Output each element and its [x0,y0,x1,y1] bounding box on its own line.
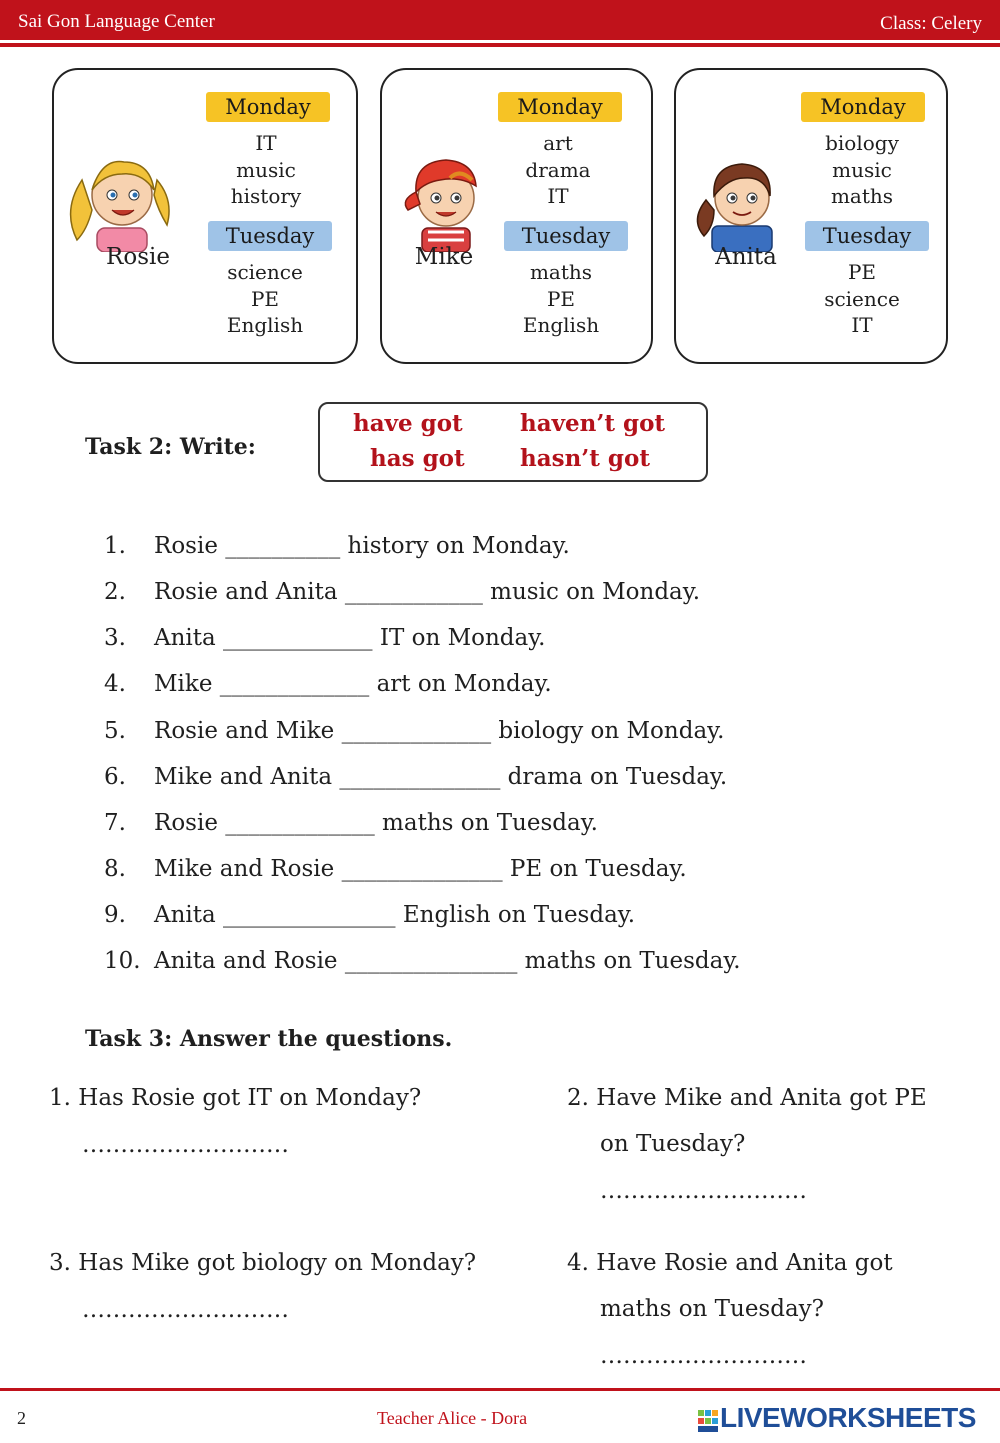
monday-label: Monday [206,92,330,122]
answer-field[interactable]: ……………………… [82,1132,289,1158]
tuesday-label: Tuesday [208,221,332,251]
item-number: 6. [104,764,126,790]
monday-subjects [782,130,942,210]
item-text: Mike and Anita ______________ drama on Tuesday. [154,764,728,790]
word-bank-item: have got [353,410,463,437]
teacher-name: Teacher Alice - Dora [377,1408,528,1428]
subject: art [543,131,573,155]
exercise-item[interactable] [104,533,570,559]
subject: maths [529,260,593,284]
subject: PE [250,286,280,311]
word-bank-item: has got [370,445,465,472]
exercise-item[interactable] [104,810,598,836]
page-header [0,0,1000,40]
item-number: 10. [104,948,141,974]
subject: biology [825,131,899,155]
answer-field[interactable]: ……………………… [82,1297,289,1323]
question-text-cont: on Tuesday? [600,1131,746,1157]
page-number: 2 [17,1408,26,1428]
task2-title: Task 2: Write: [85,434,256,460]
center-name: Sai Gon Language Center [18,11,215,32]
question-text: 1. Has Rosie got IT on Monday? [49,1085,422,1111]
monday-label: Monday [801,92,925,122]
subject: history [230,184,302,208]
subject: IT [255,131,277,155]
tuesday-subjects [481,259,641,339]
subject: IT [547,184,569,208]
schedule-card-rosie [52,68,358,364]
answer-field[interactable]: ……………………… [600,1343,807,1369]
item-number: 1. [104,533,126,559]
subject: science [227,260,303,284]
subject: PE [546,286,576,311]
word-bank-item: hasn’t got [520,445,650,472]
tuesday-subjects [185,259,345,339]
tuesday-label: Tuesday [805,221,929,251]
item-number: 2. [104,579,126,605]
exercise-item[interactable] [104,671,552,697]
exercise-item[interactable] [104,579,700,605]
item-number: 3. [104,625,126,651]
class-label: Class: Celery [880,13,982,34]
item-text: Rosie __________ history on Monday. [154,533,570,559]
item-number: 5. [104,718,126,744]
liveworksheets-brand[interactable]: LIVEWORKSHEETS [720,1402,976,1433]
exercise-item[interactable] [104,856,687,882]
item-text: Mike _____________ art on Monday. [154,671,552,697]
task3-title: Task 3: Answer the questions. [85,1026,453,1052]
subject: science [824,286,900,311]
tuesday-subjects [782,259,942,339]
question-text: 2. Have Mike and Anita got PE [567,1085,927,1111]
liveworksheets-logo-icon [698,1410,718,1432]
answer-field[interactable]: ……………………… [600,1178,807,1204]
item-text: Rosie and Mike _____________ biology on Monday. [154,718,725,744]
item-text: Anita and Rosie _______________ maths on Tuesday. [154,948,741,974]
word-bank-item: haven’t got [520,410,666,437]
header-rule [0,43,1000,47]
tuesday-label: Tuesday [504,221,628,251]
item-number: 7. [104,810,126,836]
item-text: Anita _______________ English on Tuesday. [154,902,636,928]
item-text: Anita _____________ IT on Monday. [154,625,546,651]
subject: maths [830,184,894,208]
item-number: 9. [104,902,126,928]
item-number: 8. [104,856,126,882]
subject: music [832,157,892,182]
word-bank [318,402,708,482]
character-name: Anita [715,244,777,270]
question-text: 4. Have Rosie and Anita got [567,1250,893,1276]
exercise-item[interactable] [104,902,635,928]
subject: PE [847,260,877,284]
question-text-cont: maths on Tuesday? [600,1296,824,1322]
question-text: 3. Has Mike got biology on Monday? [49,1250,477,1276]
exercise-item[interactable] [104,764,727,790]
subject: music [236,157,296,182]
exercise-item[interactable] [104,718,724,744]
anita-avatar [684,140,796,252]
monday-subjects [186,130,346,210]
item-text: Rosie _____________ maths on Tuesday. [154,810,598,836]
subject: drama [525,157,591,182]
monday-label: Monday [498,92,622,122]
footer-rule [0,1388,1000,1391]
subject: English [226,313,304,337]
schedule-card-mike [380,68,653,364]
item-text: Rosie and Anita ____________ music on Monday. [154,579,701,605]
item-number: 4. [104,671,126,697]
rosie-avatar [62,140,174,252]
character-name: Mike [414,244,474,270]
monday-subjects [478,130,638,210]
exercise-item[interactable] [104,625,545,651]
exercise-item[interactable] [104,948,741,974]
subject: IT [851,313,873,337]
item-text: Mike and Rosie ______________ PE on Tuesday. [154,856,687,882]
subject: English [522,313,600,337]
schedule-card-anita [674,68,948,364]
character-name: Rosie [106,244,170,270]
